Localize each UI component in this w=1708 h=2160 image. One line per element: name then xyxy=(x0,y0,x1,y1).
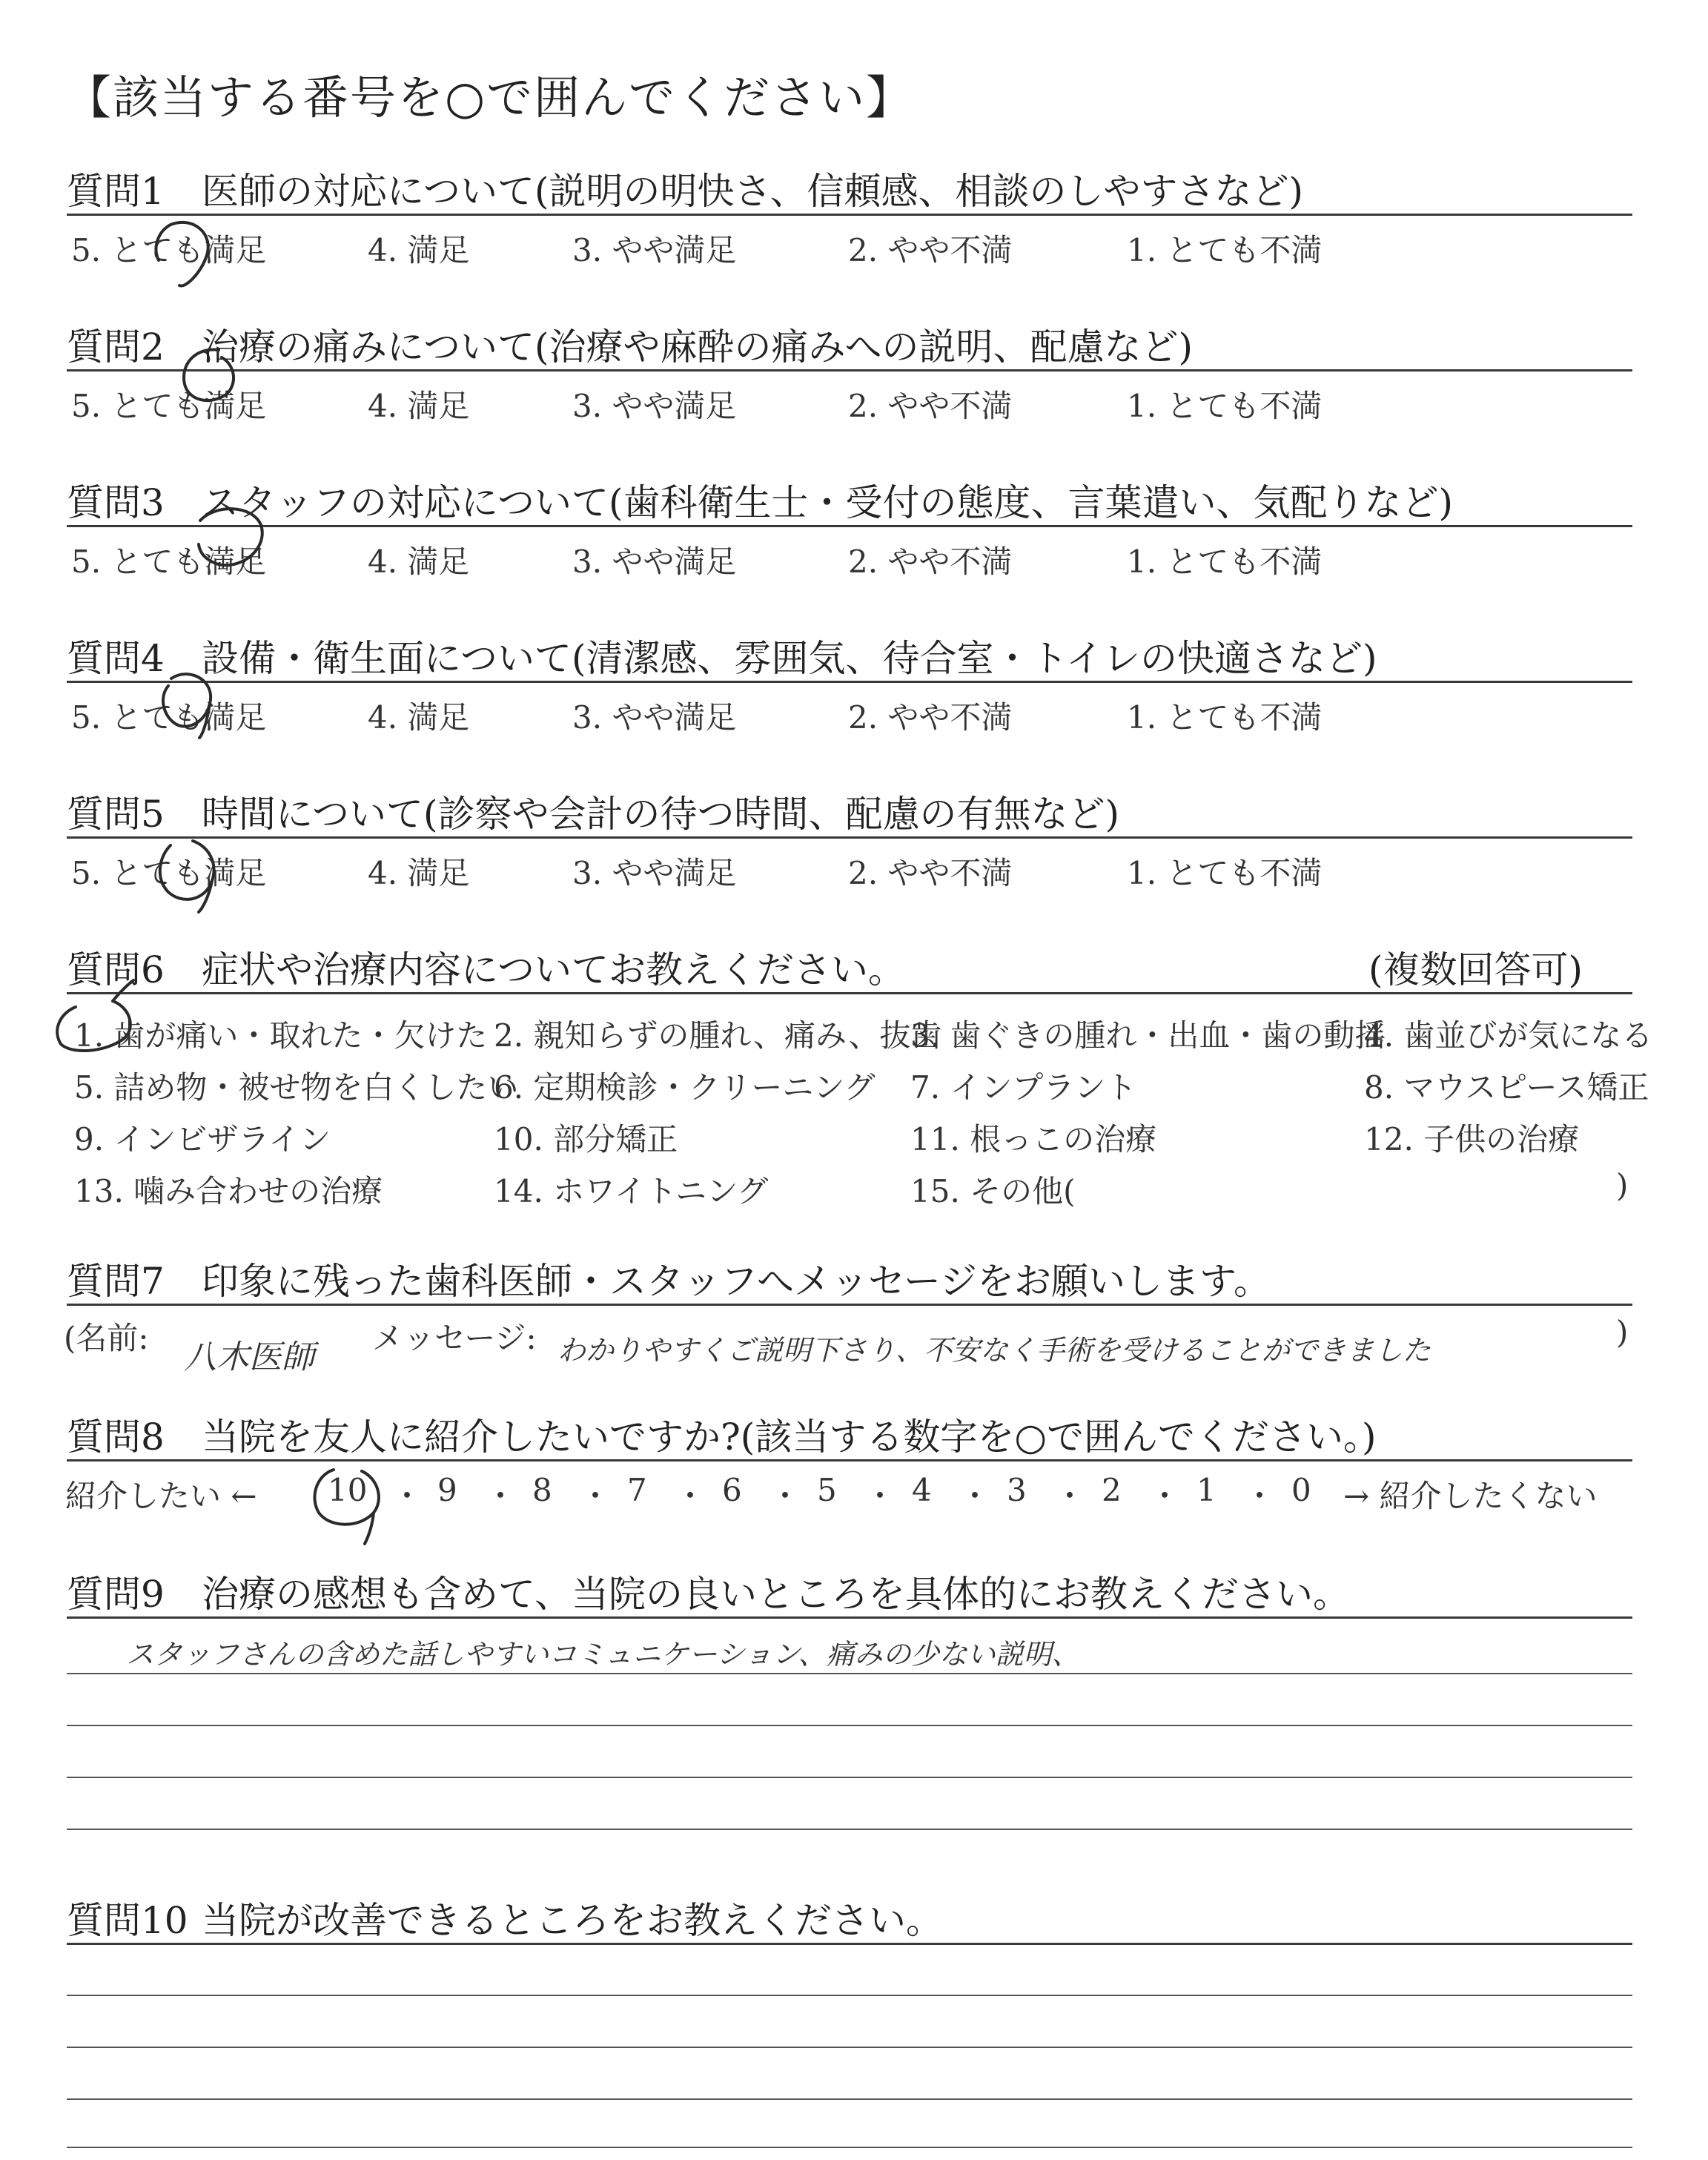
q8-separator: ・ xyxy=(485,1478,517,1514)
q4-option-1[interactable]: 1. とても不満 xyxy=(1127,699,1323,736)
q8-separator: ・ xyxy=(1244,1478,1276,1514)
q9-answer[interactable]: スタッフさんの含めた話しやすいコミュニケーション、痛みの少ない説明、 xyxy=(126,1638,1080,1671)
q3-option-3[interactable]: 3. やや満足 xyxy=(572,544,737,580)
q6-option-3[interactable]: 3. 歯ぐきの腫れ・出血・歯の動揺 xyxy=(910,1017,1386,1054)
q3-label: 質問3 xyxy=(67,481,165,524)
q5-circle-mark xyxy=(141,830,230,919)
q2-rule xyxy=(67,369,1632,371)
q5-option-2[interactable]: 2. やや不満 xyxy=(848,855,1013,891)
q8-scale-6[interactable]: 6 xyxy=(722,1472,742,1508)
answer-line xyxy=(67,1829,1632,1830)
q8-separator: ・ xyxy=(391,1478,423,1514)
answer-line xyxy=(67,2098,1632,2100)
q8-separator: ・ xyxy=(1149,1478,1181,1514)
q9-rule xyxy=(67,1616,1632,1619)
q7-name-value[interactable]: 八木医師 xyxy=(184,1338,314,1376)
q5-label: 質問5 xyxy=(67,793,165,836)
q4-option-5[interactable]: 5. とても満足 xyxy=(71,699,267,736)
q8-scale-0[interactable]: 0 xyxy=(1291,1472,1311,1508)
q6-option-6[interactable]: 6. 定期検診・クリーニング xyxy=(494,1069,875,1106)
q6-option-2[interactable]: 2. 親知らずの腫れ、痛み、抜歯 xyxy=(494,1017,942,1054)
answer-line xyxy=(67,1995,1632,1996)
q3-option-4[interactable]: 4. 満足 xyxy=(368,544,470,580)
q1-rule xyxy=(67,214,1632,216)
q8-scale-4[interactable]: 4 xyxy=(912,1472,932,1508)
q6-option-14[interactable]: 14. ホワイトニング xyxy=(494,1173,769,1209)
q8-separator: ・ xyxy=(864,1478,896,1514)
q8-separator: ・ xyxy=(675,1478,706,1514)
q1-circle-mark xyxy=(141,211,222,293)
q3-rule xyxy=(67,525,1632,527)
q2-option-3[interactable]: 3. やや満足 xyxy=(572,388,737,424)
q6-rule xyxy=(67,992,1632,994)
q7-message-value[interactable]: わかりやすくご説明下さり、不安なく手術を受けることができました xyxy=(557,1334,1431,1367)
q1-option-1[interactable]: 1. とても不満 xyxy=(1127,232,1323,268)
q7-rule xyxy=(67,1304,1632,1306)
q6-option-10[interactable]: 10. 部分矯正 xyxy=(494,1121,678,1157)
q8-scale-10[interactable]: 10 xyxy=(328,1472,368,1508)
q6-option-15[interactable]: 15. その他( xyxy=(910,1173,1076,1209)
q10-rule xyxy=(67,1943,1632,1945)
q3-option-2[interactable]: 2. やや不満 xyxy=(848,544,1013,580)
answer-line xyxy=(67,1777,1632,1778)
q8-right-label: → 紹介したくない xyxy=(1343,1478,1598,1514)
q10-text: 当院が改善できるところをお教えください。 xyxy=(202,1899,943,1942)
q5-text: 時間について(診察や会計の待つ時間、配慮の有無など) xyxy=(202,793,1120,836)
q2-text: 治療の痛みについて(治療や麻酔の痛みへの説明、配慮など) xyxy=(202,326,1194,369)
q8-text: 当院を友人に紹介したいですか?(該当する数字を○で囲んでください。) xyxy=(202,1416,1377,1459)
q1-option-2[interactable]: 2. やや不満 xyxy=(848,232,1013,268)
q4-rule xyxy=(67,681,1632,683)
q8-scale-9[interactable]: 9 xyxy=(437,1472,457,1508)
answer-line xyxy=(67,2047,1632,2048)
q6-option-1[interactable]: 1. 歯が痛い・取れた・欠けた xyxy=(74,1017,488,1054)
q6-label: 質問6 xyxy=(67,948,165,991)
q1-label: 質問1 xyxy=(67,170,165,213)
q1-option-3[interactable]: 3. やや満足 xyxy=(572,232,737,268)
q5-option-5[interactable]: 5. とても満足 xyxy=(71,855,267,891)
q4-option-3[interactable]: 3. やや満足 xyxy=(572,699,737,736)
q6-option-7[interactable]: 7. インプラント xyxy=(910,1069,1137,1106)
q7-label: 質問7 xyxy=(67,1260,165,1303)
q9-text: 治療の感想も含めて、当院の良いところを具体的にお教えください。 xyxy=(202,1573,1350,1616)
q3-text: スタッフの対応について(歯科衛生士・受付の態度、言葉遣い、気配りなど) xyxy=(202,481,1454,524)
q8-scale-2[interactable]: 2 xyxy=(1102,1472,1122,1508)
q5-option-1[interactable]: 1. とても不満 xyxy=(1127,855,1323,891)
q6-circle-mark xyxy=(46,977,142,1059)
q2-option-2[interactable]: 2. やや不満 xyxy=(848,388,1013,424)
q4-option-4[interactable]: 4. 満足 xyxy=(368,699,470,736)
page-title: 【該当する番号を○で囲んでください】 xyxy=(65,70,914,125)
q10-label: 質問10 xyxy=(67,1899,188,1942)
q8-scale-3[interactable]: 3 xyxy=(1007,1472,1027,1508)
q8-circle-mark xyxy=(297,1459,393,1548)
q8-scale-1[interactable]: 1 xyxy=(1196,1472,1217,1508)
q9-label: 質問9 xyxy=(67,1573,165,1616)
q6-note: (複数回答可) xyxy=(1368,948,1583,991)
q6-option-5[interactable]: 5. 詰め物・被せ物を白くしたい xyxy=(74,1069,519,1106)
q5-option-3[interactable]: 3. やや満足 xyxy=(572,855,737,891)
q3-option-1[interactable]: 1. とても不満 xyxy=(1127,544,1323,580)
q4-label: 質問4 xyxy=(67,637,165,680)
q7-name-label: (名前: xyxy=(64,1320,149,1356)
q6-option-13[interactable]: 13. 噛み合わせの治療 xyxy=(74,1173,383,1209)
q4-option-2[interactable]: 2. やや不満 xyxy=(848,699,1013,736)
q7-text: 印象に残った歯科医師・スタッフへメッセージをお願いします。 xyxy=(202,1260,1271,1303)
q6-option-11[interactable]: 11. 根っこの治療 xyxy=(910,1121,1157,1157)
q4-circle-mark xyxy=(145,664,226,745)
q8-left-label: 紹介したい ← xyxy=(65,1478,257,1514)
q2-option-1[interactable]: 1. とても不満 xyxy=(1127,388,1323,424)
q6-option-8[interactable]: 8. マウスピース矯正 xyxy=(1364,1069,1649,1106)
answer-line xyxy=(67,1673,1632,1674)
q4-text: 設備・衛生面について(清潔感、雰囲気、待合室・トイレの快適さなど) xyxy=(202,637,1377,680)
q7-close-paren: ) xyxy=(1616,1314,1629,1350)
q8-label: 質問8 xyxy=(67,1416,165,1459)
q5-rule xyxy=(67,836,1632,839)
answer-line xyxy=(67,1725,1632,1726)
q7-message-label: メッセージ: xyxy=(372,1320,537,1356)
q2-circle-mark xyxy=(167,343,248,424)
q3-circle-mark xyxy=(178,498,274,580)
q2-label: 質問2 xyxy=(67,326,165,369)
q6-option-12[interactable]: 12. 子供の治療 xyxy=(1364,1121,1580,1157)
q8-separator: ・ xyxy=(959,1478,991,1514)
q8-scale-7[interactable]: 7 xyxy=(627,1472,647,1508)
q1-text: 医師の対応について(説明の明快さ、信頼感、相談のしやすさなど) xyxy=(202,170,1304,213)
q2-option-5[interactable]: 5. とても満足 xyxy=(71,388,267,424)
answer-line xyxy=(67,2147,1632,2148)
q5-option-4[interactable]: 4. 満足 xyxy=(368,855,470,891)
q8-separator: ・ xyxy=(1054,1478,1086,1514)
q3-option-5[interactable]: 5. とても満足 xyxy=(71,544,267,580)
q6-text: 症状や治療内容についてお教えください。 xyxy=(202,948,905,991)
q6-other-close: ) xyxy=(1616,1167,1629,1203)
q8-scale-8[interactable]: 8 xyxy=(532,1472,552,1508)
q1-option-4[interactable]: 4. 満足 xyxy=(368,232,470,268)
q6-option-9[interactable]: 9. インビザライン xyxy=(74,1121,331,1157)
q2-option-4[interactable]: 4. 満足 xyxy=(368,388,470,424)
q6-option-4[interactable]: 4. 歯並びが気になる xyxy=(1364,1017,1653,1054)
q1-option-5[interactable]: 5. とても満足 xyxy=(71,232,267,268)
q8-scale-5[interactable]: 5 xyxy=(817,1472,837,1508)
q8-separator: ・ xyxy=(580,1478,612,1514)
q8-separator: ・ xyxy=(769,1478,801,1514)
